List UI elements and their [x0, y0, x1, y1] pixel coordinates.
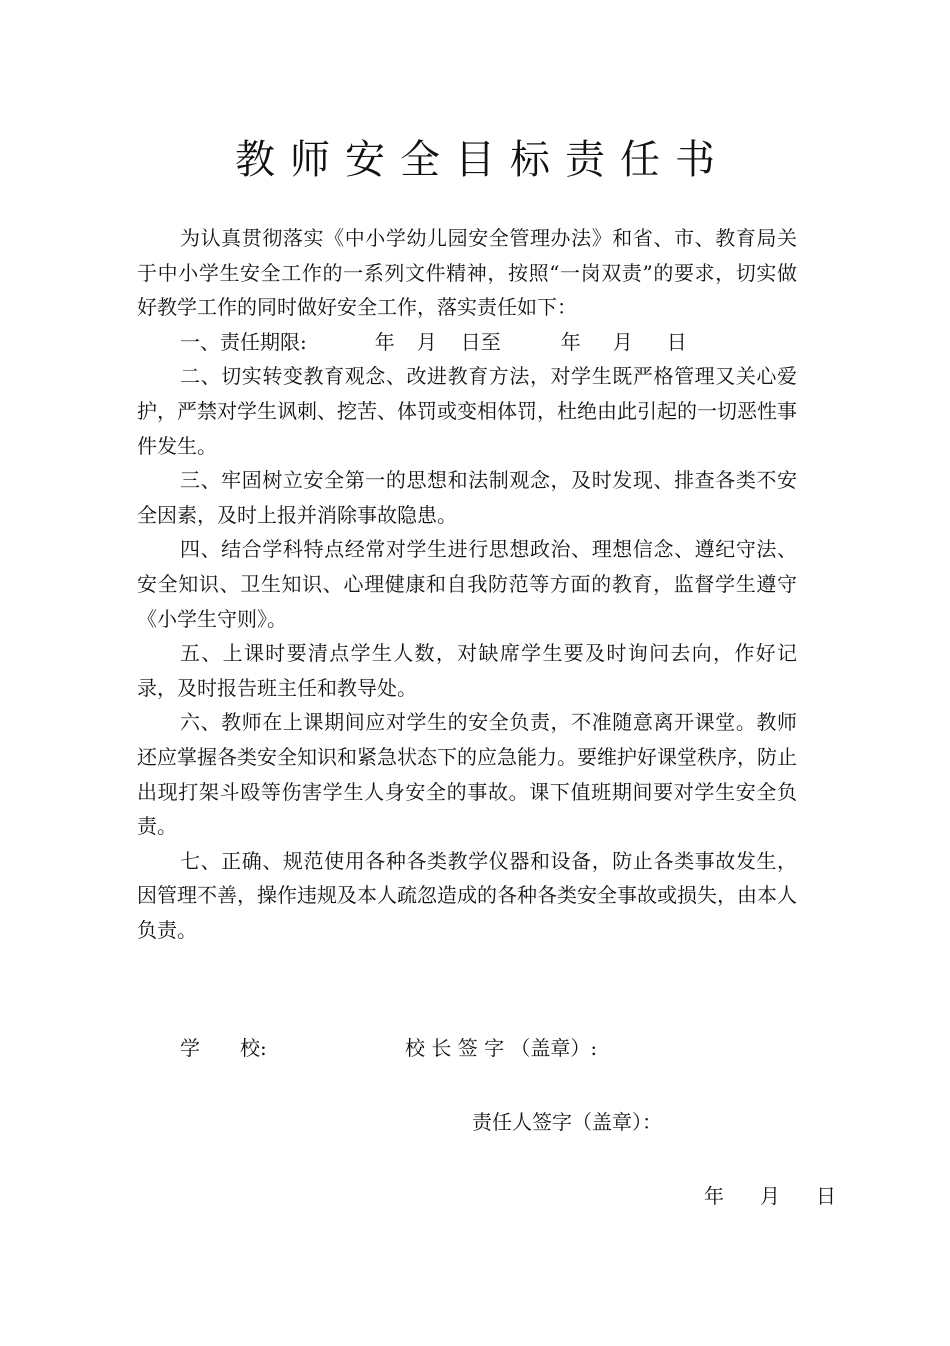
term-month-start: 月 — [416, 329, 437, 354]
principal-signature-label: 校 长 签 字 （盖章）: — [405, 1036, 598, 1060]
date-year: 年 — [704, 1184, 724, 1208]
responsible-signature-label: 责任人签字（盖章）： — [472, 1110, 662, 1134]
term-label: 一、责任期限: — [180, 329, 307, 354]
item-paragraph: 五、上课时要清点学生人数，对缺席学生要及时询问去向，作好记录，及时报告班主任和教导处。 — [137, 641, 797, 700]
signature-date — [704, 1180, 836, 1209]
item-paragraph: 七、正确、规范使用各种各类教学仪器和设备，防止各类事故发生，因管理不善，操作违规及本人疏忽造成的各种各类安全事故或损失，由本人负责。 — [137, 848, 797, 942]
term-year-end: 年 — [560, 329, 581, 354]
term-day-start: 日至 — [460, 329, 501, 354]
school-label: 学 校: — [180, 1036, 267, 1060]
term-month-end: 月 — [612, 329, 633, 354]
item-paragraph: 四、结合学科特点经常对学生进行思想政治、理想信念、遵纪守法、安全知识、卫生知识、心理健康和自我防范等方面的教育，监督学生遵守《小学生守则》。 — [137, 537, 797, 631]
date-day: 日 — [816, 1184, 836, 1208]
intro-paragraph: 为认真贯彻落实《中小学幼儿园安全管理办法》和省、市、教育局关于中小学生安全工作的一系列文件精神，按照“一岗双责”的要求，切实做好教学工作的同时做好安全工作，落实责任如下： — [137, 226, 797, 320]
item-paragraph: 六、教师在上课期间应对学生的安全负责，不准随意离开课堂。教师还应掌握各类安全知识和紧急状态下的应急能力。要维护好课堂秩序，防止出现打架斗殴等伤害学生人身安全的事故。课下值班期间要对学生安全负责。 — [137, 710, 797, 839]
document-body — [137, 221, 797, 947]
term-day-end: 日 — [666, 329, 687, 354]
date-month: 月 — [760, 1184, 780, 1208]
item-paragraph: 三、牢固树立安全第一的思想和法制观念，及时发现、排查各类不安全因素，及时上报并消除事故隐患。 — [137, 468, 797, 527]
document-title: 教师安全目标责任书 — [235, 137, 730, 183]
item-paragraph: 二、切实转变教育观念、改进教育方法，对学生既严格管理又关心爱护，严禁对学生讽刺、挖苦、体罚或变相体罚，杜绝由此引起的一切恶性事件发生。 — [137, 364, 797, 458]
term-line — [137, 325, 797, 360]
term-year-start: 年 — [374, 329, 395, 354]
